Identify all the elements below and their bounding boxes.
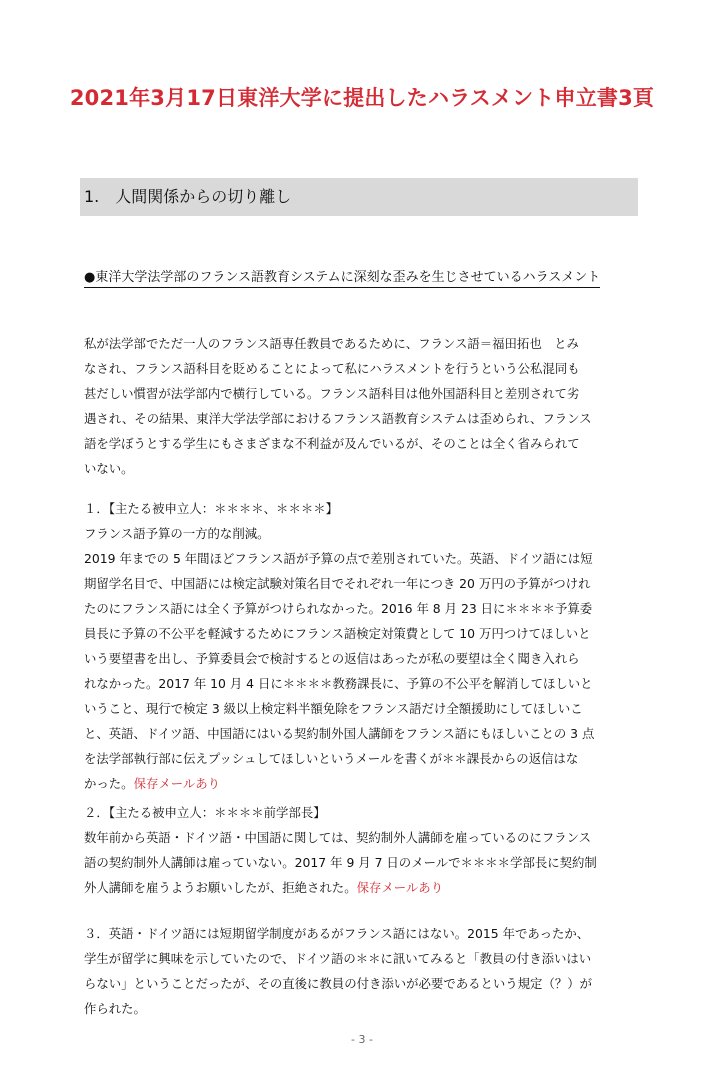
paragraph-line: 2019 年までの 5 年間ほどフランス語が予算の点で差別されていた。英語、ドイツ語には短 bbox=[84, 551, 593, 566]
page-title: 2021年3月17日東洋大学に提出したハラスメント申立書3頁 bbox=[69, 86, 655, 110]
paragraph-line: 作られた。 bbox=[84, 1001, 146, 1016]
item-heading: ２．【主たる被申立人：＊＊＊＊前学部長】 bbox=[84, 805, 326, 820]
paragraph-line: フランス語予算の一方的な削減。 bbox=[84, 526, 270, 541]
paragraph-line: なされ、フランス語科目を貶めることによって私にハラスメントを行うという公私混同も bbox=[84, 361, 580, 376]
item-3 bbox=[84, 921, 640, 1021]
page-number: - 3 - bbox=[351, 1033, 373, 1043]
section-heading: 1. 人間関係からの切り離し bbox=[80, 178, 638, 216]
paragraph-line: 遇され、その結果、東洋大学法学部におけるフランス語教育システムは歪められ、フランス bbox=[84, 411, 592, 426]
paragraph-line: 数年前から英語・ドイツ語・中国語に関しては、契約制外人講師を雇っているのにフランス bbox=[84, 830, 592, 845]
paragraph-line: らない」ということだったが、その直後に教員の付き添いが必要であるという規定（？）が bbox=[84, 976, 593, 991]
saved-email-note: 保存メールあり bbox=[356, 880, 444, 895]
paragraph-line: いう要望書を出し、予算委員会で検討するとの返信はあったが私の要望は全く聞き入れら bbox=[84, 651, 580, 666]
paragraph-line: れなかった。2017 年 10 月 4 日に＊＊＊＊教務課長に、予算の不公平を解消してほしいと bbox=[84, 676, 593, 691]
paragraph-line-text: かった。 bbox=[84, 776, 134, 791]
paragraph-line: 員長に予算の不公平を軽減するためにフランス語検定対策費として 10 万円つけてほしいと bbox=[84, 626, 591, 641]
paragraph-line: 期留学名目で、中国語には検定試験対策名目でそれぞれ一年につき 20 万円の予算がつけれ bbox=[84, 576, 591, 591]
paragraph-line: 語を学ぼうとする学生にもさまざまな不利益が及んでいるが、そのことは全く省みられて bbox=[84, 436, 580, 451]
saved-email-note: 保存メールあり bbox=[133, 776, 221, 791]
paragraph-line: 私が法学部でただ一人のフランス語専任教員であるために、フランス語＝福田拓也 とみ bbox=[84, 336, 579, 351]
item-2 bbox=[84, 800, 640, 900]
paragraph-line bbox=[84, 771, 640, 796]
paragraph-line: を法学部執行部に伝えプッシュしてほしいというメールを書くが＊＊課長からの返信はな bbox=[84, 751, 579, 766]
paragraph-line: いない。 bbox=[84, 461, 134, 476]
paragraph-line: いうこと、現行で検定 3 級以上検定料半額免除をフランス語だけ全額援助にしてほしいこ bbox=[84, 701, 583, 716]
paragraph-line: 学生が留学に興味を示していたので、ドイツ語の＊＊に訊いてみると「教員の付き添いはい bbox=[84, 951, 592, 966]
paragraph-line: ３．英語・ドイツ語には短期留学制度があるがフランス語にはない。2015 年であったか、 bbox=[84, 926, 590, 941]
subheading: ●東洋大学法学部のフランス語教育システムに深刻な歪みを生じさせているハラスメント bbox=[84, 266, 600, 288]
paragraph-line bbox=[84, 875, 640, 900]
intro-paragraph bbox=[84, 331, 640, 481]
paragraph-line: たのにフランス語には全く予算がつけられなかった。2016 年 8 月 23 日に＊＊＊＊予算委 bbox=[84, 601, 593, 616]
paragraph-line: 甚だしい慣習が法学部内で横行している。フランス語科目は他外国語科目と差別されて劣 bbox=[84, 386, 580, 401]
paragraph-line: 語の契約制外人講師は雇っていない。2017 年 9 月 7 日のメールで＊＊＊＊学部長に契約制 bbox=[84, 855, 597, 870]
paragraph-line-text: 外人講師を雇うようお願いしたが、拒絶された。 bbox=[84, 880, 357, 895]
paragraph-line: と、英語、ドイツ語、中国語にはいる契約制外国人講師をフランス語にもほしいことの 3 点 bbox=[84, 726, 595, 741]
item-heading: １．【主たる被申立人：＊＊＊＊、＊＊＊＊】 bbox=[84, 501, 339, 516]
item-1 bbox=[84, 496, 640, 796]
